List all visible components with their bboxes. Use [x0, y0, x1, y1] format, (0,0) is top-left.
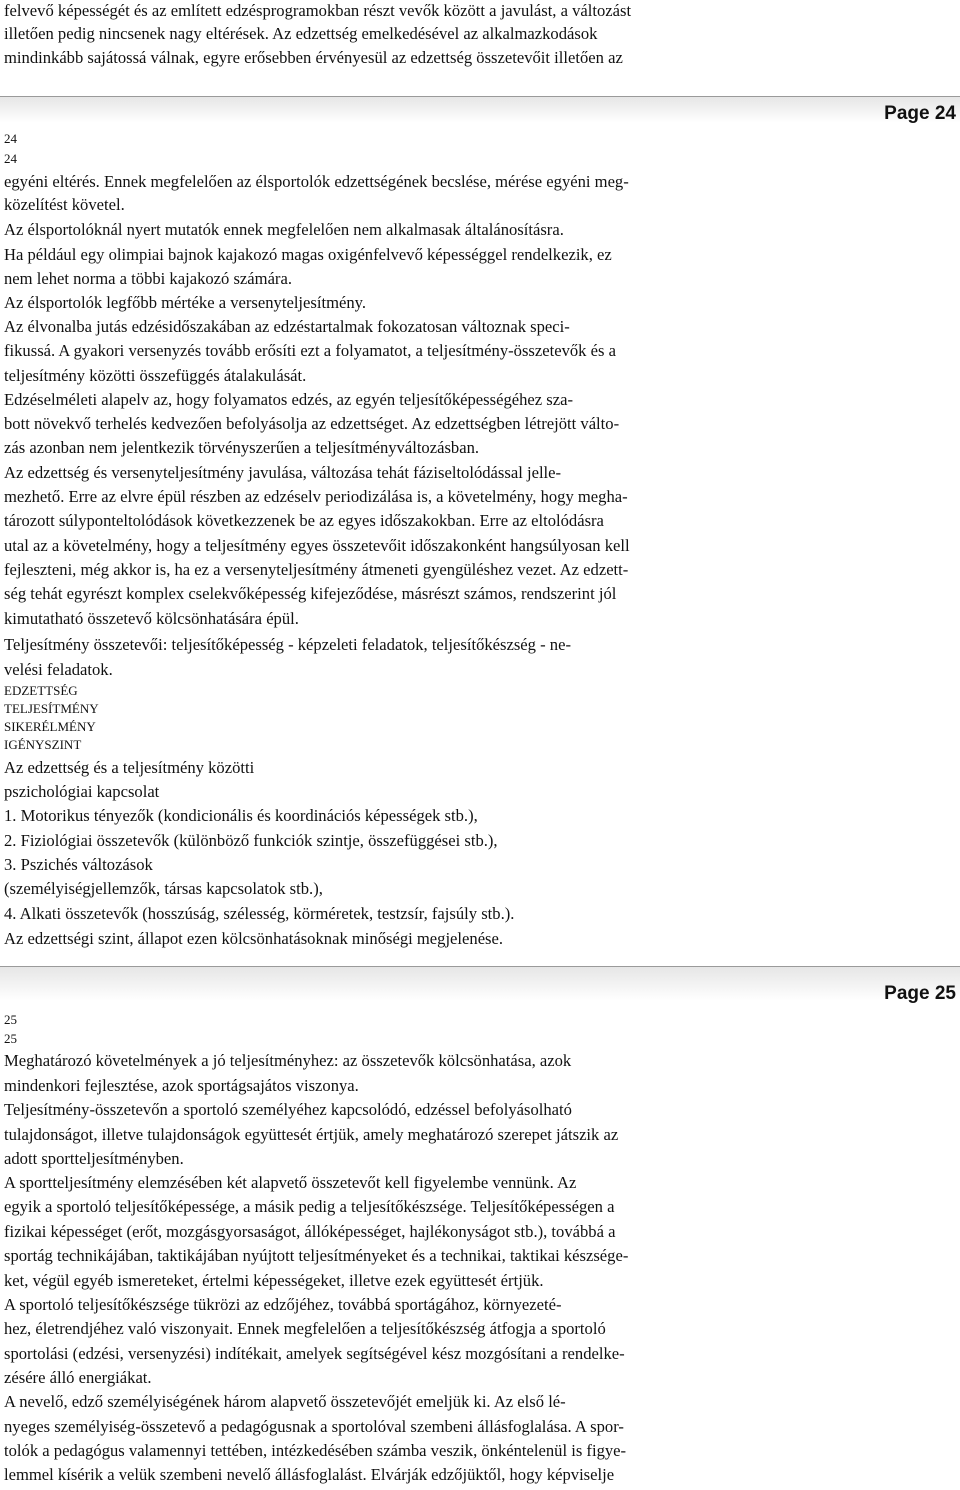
text-line: tározott súlyponteltolódások következzenek be az egyes időszakokban. Erre az eltolódásra	[4, 511, 604, 530]
text-line: sportolási (edzési, versenyzési) indítékait, amelyek segítségével kész mozgósítani a rendelke-	[4, 1344, 625, 1363]
diagram-label: IGÉNYSZINT	[4, 737, 82, 752]
text-line: illetően pedig nincsenek nagy eltérések. Az edzettség emelkedésével az alkalmazkodások	[4, 24, 598, 43]
text-line: felvevő képességét és az említett edzésprogramokban részt vevők között a javulást, a változást	[4, 1, 632, 20]
list-item: 1. Motorikus tényezők (kondicionális és koordinációs képességek stb.),	[4, 806, 478, 825]
text-line: kimutatható összetevő kölcsönhatására épül.	[4, 609, 299, 628]
text-line: mindinkább sajátossá válnak, egyre erősebben érvényesül az edzettség összetevőit illetően az	[4, 48, 623, 67]
text-line: ket, végül egyéb ismereteket, értelmi képességeket, illetve ezek együttesét értjük.	[4, 1271, 544, 1290]
text-line: fizikai képességet (erőt, mozgásgyorsaságot, állóképességet, hajlékonyságot stb.), továbbá a	[4, 1222, 616, 1241]
diagram-label: SIKERÉLMÉNY	[4, 719, 96, 734]
text-line: teljesítmény közötti összefüggés átalakulását.	[4, 366, 307, 385]
text-line: lemmel kísérik a velük szembeni nevelő állásfoglalást. Elvárják edzőjüktől, hogy képviselje	[4, 1465, 615, 1484]
page-number: 24	[4, 151, 17, 166]
text-line: Az élvonalba jutás edzésidőszakában az edzéstartalmak fokozatosan változnak speci-	[4, 317, 570, 336]
text-line: hez, életrendjéhez való viszonyait. Ennek megfelelően a teljesítőkészség átfogja a sportoló	[4, 1319, 606, 1338]
text-line: Az élsportolók legfőbb mértéke a versenyteljesítmény.	[4, 293, 367, 312]
list-item: 2. Fiziológiai összetevők (különböző funkciók szintje, összefüggései stb.),	[4, 831, 498, 850]
text-line: Meghatározó követelmények a jó teljesítményhez: az összetevők kölcsönhatása, azok	[4, 1051, 572, 1070]
text-line: zésére álló energiákat.	[4, 1368, 152, 1387]
page-label: Page 24	[884, 103, 956, 124]
text-line: sportág technikájában, taktikájában nyújtott teljesítményeket és a technikai, taktikai készsége-	[4, 1246, 629, 1265]
text-line: Edzéselméleti alapelv az, hogy folyamatos edzés, az egyén teljesítőképességéhez sza-	[4, 390, 574, 409]
text-line: Teljesítmény összetevői: teljesítőképesség - képzeleti feladatok, teljesítőkészség - ne-	[4, 635, 571, 654]
text-line: tulajdonságot, illetve tulajdonságok együttesét értjük, amely meghatározó szerepet játszik az	[4, 1125, 619, 1144]
text-line: adott sportteljesítményben.	[4, 1149, 184, 1168]
text-line: Az élsportolóknál nyert mutatók ennek megfelelően nem alkalmasak általánosításra.	[4, 220, 564, 239]
text-line: bott növekvő terhelés kedvezően befolyásolja az edzettséget. Az edzettségben létrejött válto-	[4, 414, 620, 433]
list-item: 3. Pszichés változások	[4, 855, 153, 874]
text-line: fikussá. A gyakori versenyzés tovább erősíti ezt a folyamatot, a teljesítmény-összetevők és a	[4, 341, 616, 360]
page-number: 25	[4, 1031, 17, 1046]
text-line: tolók a pedagógus valamennyi tettében, intézkedésében számba veszik, önkéntelenül is figye-	[4, 1441, 627, 1460]
diagram-label: TELJESÍTMÉNY	[4, 701, 99, 716]
text-line: A sportteljesítmény elemzésében két alapvető összetevőt kell figyelembe vennünk. Az	[4, 1173, 577, 1192]
text-line: Az edzettség és versenyteljesítmény javulása, változása tehát fáziseltolódással jelle-	[4, 463, 562, 482]
text-line: egyéni eltérés. Ennek megfelelően az élsportolók edzettségének becslése, mérése egyéni meg-	[4, 172, 629, 191]
text-line: nyeges személyiség-összetevő a pedagógusnak a sportolóval szembeni állásfoglalása. A spor-	[4, 1417, 624, 1436]
text-line: Teljesítmény-összetevőn a sportoló személyéhez kapcsolódó, edzéssel befolyásolható	[4, 1100, 572, 1119]
page-number: 25	[4, 1012, 17, 1027]
diagram-label: EDZETTSÉG	[4, 683, 78, 698]
text-line: Az edzettség és a teljesítmény közötti	[4, 758, 255, 777]
text-line: (személyiségjellemzők, társas kapcsolatok stb.),	[4, 879, 323, 898]
page-label: Page 25	[884, 983, 956, 1004]
text-line: mindenkori fejlesztése, azok sportágsajátos viszonya.	[4, 1076, 359, 1095]
text-line: A sportoló teljesítőkészsége tükrözi az edzőjéhez, továbbá sportágához, környezeté-	[4, 1295, 562, 1314]
text-line: mezhető. Erre az elvre épül részben az edzéselv periodizálása is, a követelmény, hogy megha-	[4, 487, 628, 506]
page-header-band	[0, 97, 960, 123]
page-number: 24	[4, 131, 17, 146]
text-line: zás azonban nem jelentkezik törvényszerűen a teljesítményváltozásban.	[4, 438, 480, 457]
text-line: ség tehát egyrészt komplex cselekvőképesség kifejeződése, másrészt számos, rendszerint jól	[4, 584, 617, 603]
text-line: fejleszteni, még akkor is, ha ez a versenyteljesítmény átmeneti gyengüléshez vezet. Az edzett-	[4, 560, 629, 579]
text-line: Az edzettségi szint, állapot ezen kölcsönhatásoknak minőségi megjelenése.	[4, 929, 504, 948]
text-line: utal az a követelmény, hogy a teljesítmény egyes összetevőit időszakonként hangsúlyosan kell	[4, 536, 630, 555]
text-line: nem lehet norma a többi kajakozó számára.	[4, 269, 292, 288]
list-item: 4. Alkati összetevők (hosszúság, szélesség, körméretek, testzsír, fajsúly stb.).	[4, 904, 515, 923]
text-line: A nevelő, edző személyiségének három alapvető összetevőjét emeljük ki. Az első lé-	[4, 1392, 566, 1411]
text-line: pszichológiai kapcsolat	[4, 782, 160, 801]
text-line: Ha például egy olimpiai bajnok kajakozó magas oxigénfelvevő képességgel rendelkezik, ez	[4, 245, 612, 264]
text-line: velési feladatok.	[4, 660, 113, 679]
text-line: közelítést követel.	[4, 195, 125, 214]
text-line: egyik a sportoló teljesítőképessége, a másik pedig a teljesítőkészsége. Teljesítőképességen a	[4, 1197, 615, 1216]
page-header-band	[0, 967, 960, 1001]
